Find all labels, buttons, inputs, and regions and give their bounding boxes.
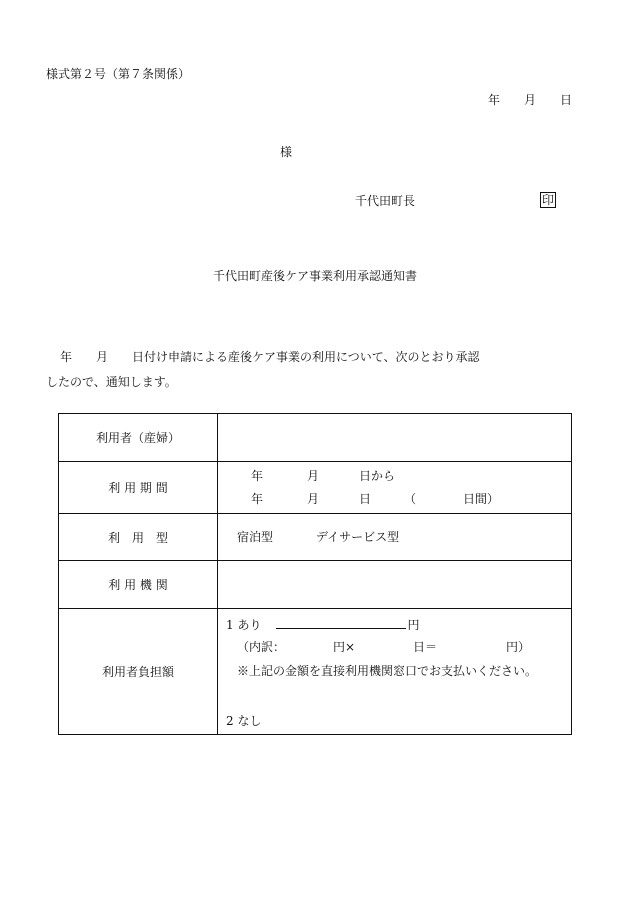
form-number: 様式第２号（第７条関係） — [46, 67, 191, 81]
breakdown-days-eq: 日＝ — [413, 640, 438, 654]
period-end-year: 年 — [251, 492, 264, 506]
date-month: 月 — [524, 93, 537, 107]
facility-value-cell[interactable] — [218, 561, 572, 609]
table-row — [59, 561, 572, 609]
body-text — [46, 345, 566, 395]
period-days-label: 日間） — [463, 492, 500, 506]
burden-yes-label: 1 あり — [226, 618, 262, 632]
amount-yen: 円 — [407, 618, 420, 632]
amount-blank[interactable] — [276, 617, 406, 629]
table-row — [59, 462, 572, 514]
body-line-1: 年 月 日付け申請による産後ケア事業の利用について、次のとおり承認 — [60, 350, 480, 364]
table-row — [59, 414, 572, 462]
type-option-overnight: 宿泊型 — [237, 530, 274, 544]
period-end-month: 月 — [307, 492, 320, 506]
type-value-cell[interactable] — [218, 514, 572, 561]
table-row — [59, 514, 572, 561]
issue-date — [488, 94, 572, 106]
period-value-cell[interactable] — [218, 462, 572, 514]
type-option-day-service: デイサービス型 — [316, 530, 400, 544]
facility-label: 利 用 機 関 — [59, 561, 218, 609]
user-value-cell[interactable] — [218, 414, 572, 462]
period-end-day: 日 — [359, 492, 372, 506]
document-title: 千代田町産後ケア事業利用承認通知書 — [212, 269, 417, 283]
period-start-year: 年 — [251, 469, 264, 483]
details-table — [58, 413, 572, 735]
type-label: 利 用 型 — [59, 514, 218, 561]
period-label: 利 用 期 間 — [59, 462, 218, 514]
payment-notice: ※上記の金額を直接利用機関窓口でお支払いください。 — [237, 664, 538, 678]
period-start-month: 月 — [307, 469, 320, 483]
breakdown-yen-times: 円× — [333, 640, 356, 654]
table-row — [59, 609, 572, 735]
burden-option-yes — [226, 617, 419, 631]
burden-label: 利用者負担額 — [59, 609, 218, 735]
issuer-name: 千代田町長 — [355, 194, 416, 208]
addressee-suffix: 様 — [280, 145, 293, 159]
period-start-day: 日から — [359, 469, 396, 483]
user-label: 利用者（産婦） — [59, 414, 218, 462]
date-year: 年 — [488, 93, 501, 107]
burden-value-cell — [218, 609, 572, 735]
seal-mark: 印 — [542, 193, 555, 207]
burden-option-no: 2 なし — [226, 714, 262, 728]
breakdown-open: （内訳： — [237, 640, 286, 654]
breakdown-close: 円） — [506, 640, 531, 654]
body-line-2: したので、通知します。 — [46, 375, 177, 389]
period-days-open: （ — [404, 492, 417, 506]
date-day: 日 — [560, 93, 573, 107]
